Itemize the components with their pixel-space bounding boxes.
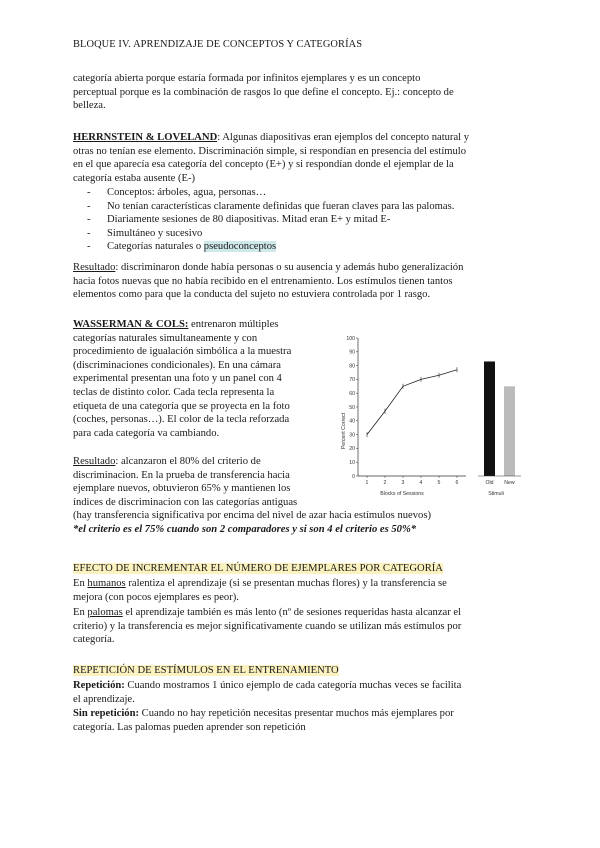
efecto-palomas-line-2: criterio) y la transferencia es mejor significativamente cuando se utilizan más estímulos por	[73, 620, 462, 632]
efecto-palomas-line-3: categoría.	[73, 634, 115, 646]
wasserman-line-4: (discriminaciones condicionales). En una cámara	[73, 359, 281, 371]
herrnstein-line-4: categoría estaba ausente (E-)	[73, 172, 196, 184]
palomas-term: palomas	[87, 607, 123, 618]
wasserman-line-5: experimental presentan una foto y un panel con 4	[73, 373, 282, 385]
y-tick-label: 10	[349, 460, 355, 466]
wasserman-line-2: categorías naturales simultaneamente y con	[73, 332, 258, 344]
sin-repeticion-line-2: categoría. Las palomas pueden aprender son repetición	[73, 721, 306, 733]
wasserman-line-1: WASSERMAN & COLS: entrenaron múltiples	[73, 319, 279, 330]
wasserman-result-line-4: índices de discriminacion con las categorías antiguas	[73, 496, 298, 508]
y-tick-label: 40	[349, 418, 355, 425]
y-axis-label: Percent Correct	[341, 412, 347, 450]
herrnstein-line-2: otras no tenían ese elemento. Discriminación simple, si respondían en presencia del estímulo	[73, 145, 467, 157]
herrnstein-result-line-1: Resultado: discriminaron donde había personas o su ausencia y además hubo generalización	[73, 262, 464, 273]
bar-old	[484, 361, 495, 476]
criterion-note: *el criterio es el 75% cuando son 2 comparadores y si son 4 el criterio es 50%*	[73, 524, 417, 535]
bars-axis-label: Stimuli	[488, 491, 504, 496]
list-item: - No tenían características claramente definidas que fueran claves para las palomas.	[87, 200, 527, 214]
repeticion-label: Repetición:	[73, 680, 125, 691]
herrnstein-bullet-list	[87, 186, 527, 254]
intro-line-3: belleza.	[73, 100, 106, 112]
wasserman-line-3: procedimiento de igualación simbólica a la muestra	[73, 346, 292, 358]
y-tick-label: 0	[352, 473, 355, 480]
efecto-palomas-line-1: En palomas el aprendizaje también es más lento (nº de sesiones requeridas hasta alcanzar el	[73, 607, 462, 618]
herrnstein-result-line-2: hacia fotos nuevas que no había recibido en el entrenamiento. Los estímulos tienen tantos	[73, 275, 453, 287]
wasserman-result-line-3: ejemplare nuevos, obtuvieron 65% y mantienen los	[73, 483, 291, 495]
x-tick-label: 2	[383, 480, 387, 486]
wasserman-result-line-5: (hay transferencia significativa por encima del nivel de azar hacia estímulos nuevos)	[73, 510, 431, 522]
efecto-heading: EFECTO DE INCREMENTAR EL NÚMERO DE EJEMPLARES POR CATEGORÍA	[73, 563, 443, 574]
intro-line-1: categoría abierta porque estaría formada por infinitos ejemplares y es un concepto	[73, 73, 421, 84]
repeticion-line-2: el aprendizaje.	[73, 693, 135, 705]
x-tick-label: 1	[365, 480, 369, 486]
humanos-term: humanos	[87, 578, 126, 589]
y-tick-label: 60	[349, 391, 355, 397]
efecto-heading-line	[73, 562, 533, 576]
wasserman-heading: WASSERMAN & COLS:	[73, 319, 189, 330]
y-tick-label: 90	[349, 349, 355, 356]
y-tick-label: 70	[349, 377, 355, 384]
repeticion-heading: REPETICIÓN DE ESTÍMULOS EN EL ENTRENAMIENTO	[73, 665, 339, 676]
list-item: - Conceptos: árboles, agua, personas…	[87, 186, 527, 200]
intro-line-2: perceptual porque es la combinación de rasgos lo que define el concepto. Ej.: concepto de	[73, 86, 454, 98]
wasserman-result-line-2: discriminacion. En la prueba de transferencia hacia	[73, 469, 290, 481]
list-item: - Diariamente sesiones de 80 diapositivas. Mitad eran E+ y mitad E-	[87, 213, 527, 227]
herrnstein-result-line-3: elementos como para que la conducta del sujeto no estuviera controlada por 1 rasgo.	[73, 289, 431, 301]
y-tick-label: 20	[349, 446, 355, 453]
herrnstein-paragraph-line-1: HERRNSTEIN & LOVELAND: Algunas diapositivas eran ejemplos del concepto natural y	[73, 132, 470, 143]
wasserman-line-7: etiqueta de una categoría que se proyecta en la foto	[73, 400, 290, 412]
efecto-humanos-line-1: En humanos ralentiza el aprendizaje (si se presentan muchas flores) y la transferencia se	[73, 578, 447, 589]
wasserman-line-8: (coches, personas…). El color de la tecla reforzada	[73, 414, 290, 426]
wasserman-line-6: teclas de distinto color. Cada tecla representa la	[73, 387, 275, 398]
herrnstein-heading: HERRNSTEIN & LOVELAND	[73, 132, 218, 143]
series-line	[367, 370, 457, 435]
list-item: - Simultáneo y sucesivo	[87, 227, 527, 241]
learning-chart	[336, 326, 532, 496]
bar-label: Old	[485, 480, 494, 486]
result-label: Resultado	[73, 456, 116, 467]
x-tick-label: 3	[401, 480, 405, 486]
chart-svg	[336, 326, 532, 496]
result-label: Resultado	[73, 262, 116, 273]
x-tick-label: 5	[437, 480, 441, 486]
repeticion-line-1: Repetición: Cuando mostramos 1 único ejemplo de cada categoría muchas veces se facilita	[73, 680, 462, 691]
efecto-humanos-line-2: mejora (con pocos ejemplares es peor).	[73, 591, 239, 603]
herrnstein-line-3: en el que aparecía esa categoría del concepto (E+) y si respondían donde el ejemplar de la	[73, 159, 454, 171]
list-item: - Categorías naturales o pseudoconceptos	[87, 240, 527, 254]
repeticion-heading-line	[73, 664, 533, 678]
y-tick-label: 100	[346, 335, 355, 342]
wasserman-line-9: para cada categoría va cambiando.	[73, 427, 220, 439]
sin-repeticion-label: Sin repetición:	[73, 708, 140, 719]
bar-label: New	[504, 480, 515, 486]
sin-repeticion-line-1: Sin repetición: Cuando no hay repetición necesitas presentar muchos más ejemplares por	[73, 708, 454, 719]
wasserman-result-line-1: Resultado: alcanzaron el 80% del criterio de	[73, 456, 261, 467]
page-header: BLOQUE IV. APRENDIZAJE DE CONCEPTOS Y CATEGORÍAS	[73, 39, 363, 50]
x-tick-label: 4	[419, 480, 423, 486]
highlighted-term: pseudoconceptos	[203, 241, 277, 253]
bar-new	[504, 386, 515, 476]
y-tick-label: 50	[349, 404, 355, 411]
y-tick-label: 30	[349, 432, 355, 439]
y-tick-label: 80	[349, 363, 355, 370]
x-tick-label: 6	[455, 480, 459, 486]
x-axis-label: Blocks of Sessions	[380, 491, 424, 496]
